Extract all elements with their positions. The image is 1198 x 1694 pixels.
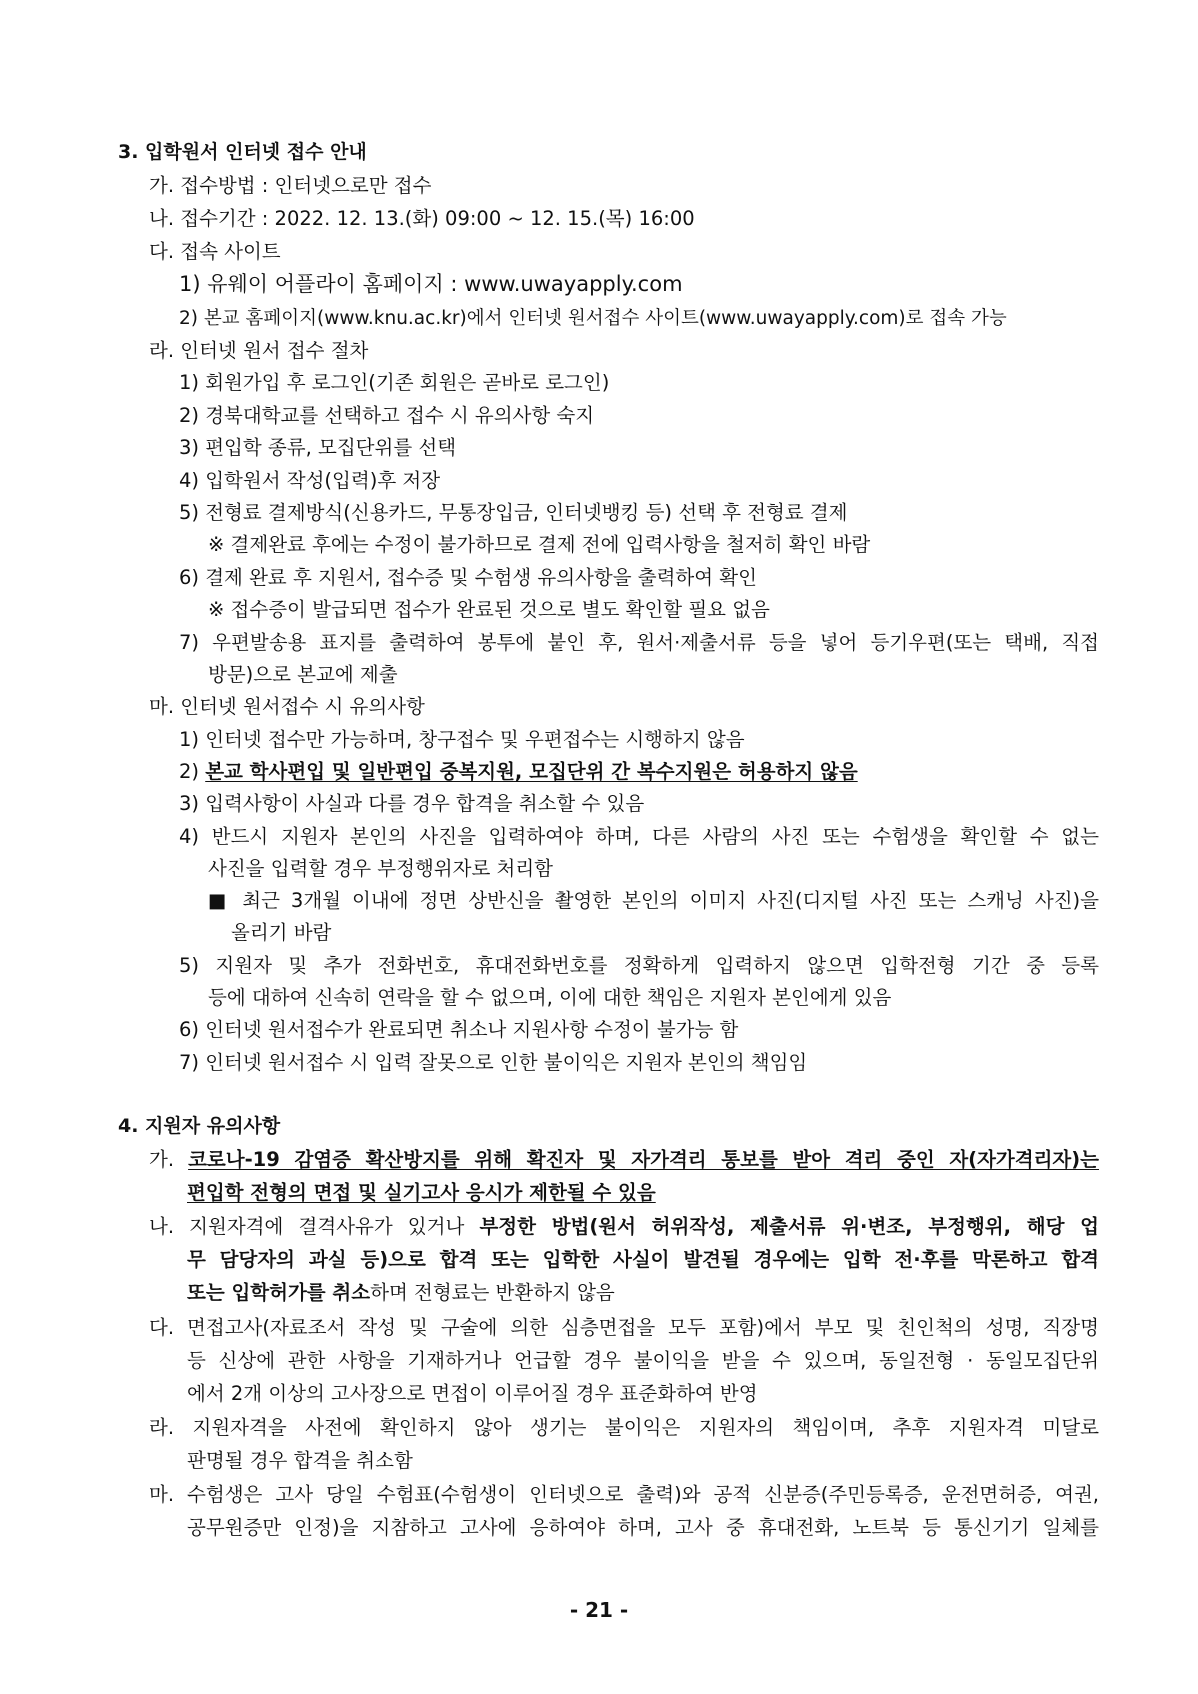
item-ra-2: 2) 경북대학교를 선택하고 접수 시 유의사항 숙지 — [179, 404, 595, 427]
item-ra-6-note: ※ 접수증이 발급되면 접수가 완료된 것으로 별도 확인할 필요 없음 — [208, 598, 770, 621]
item-ra-5-note: ※ 결제완료 후에는 수정이 불가하므로 결제 전에 입력사항을 철저히 확인 바람 — [208, 533, 871, 556]
item-da-1: 1) 유웨이 어플라이 홈페이지 : www.uwayapply.com — [179, 272, 683, 296]
item-ma-7: 7) 인터넷 원서접수 시 입력 잘못으로 인한 불이익은 지원자 본인의 책임임 — [179, 1051, 808, 1074]
item-ga: 가. 접수방법 : 인터넷으로만 접수 — [149, 174, 432, 197]
item-4-na-marker: 나. — [149, 1215, 190, 1238]
page-number: - 21 - — [569, 1598, 629, 1622]
item-ra-7-line1: 7) 우편발송용 표지를 출력하여 봉투에 붙인 후, 원서·제출서류 등을 넣어 등기우편(또는 택배, 직접 — [179, 631, 1099, 654]
item-4-na-bold-1: 부정한 방법(원서 허위작성, 제출서류 위·변조, 부정행위, 해당 업 — [479, 1215, 1099, 1238]
item-4-ga-emphasis-1: 코로나-19 감염증 확산방지를 위해 확진자 및 자가격리 통보를 받아 격리 중인 자(자가격리자)는 — [188, 1148, 1100, 1171]
item-4-na-bold-3: 또는 입학허가를 취소 — [187, 1281, 371, 1304]
item-ma-4-bullet-line1: ■ 최근 3개월 이내에 정면 상반신을 촬영한 본인의 이미지 사진(디지털 사진 또는 스캐닝 사진)을 — [208, 889, 1099, 912]
item-ma-2-emphasis: 본교 학사편입 및 일반편입 중복지원, 모집단위 간 복수지원은 허용하지 않음 — [205, 760, 858, 783]
item-ma-5-line1: 5) 지원자 및 추가 전화번호, 휴대전화번호를 정확하게 입력하지 않으면 입학전형 기간 중 등록 — [179, 954, 1099, 977]
item-4-na-line3 — [187, 1280, 615, 1306]
item-ma-6: 6) 인터넷 원서접수가 완료되면 취소나 지원사항 수정이 불가능 함 — [179, 1018, 739, 1041]
item-4-na-line1 — [149, 1214, 1099, 1240]
item-ra-1: 1) 회원가입 후 로그인(기존 회원은 곧바로 로그인) — [179, 371, 610, 394]
item-ma-4-bullet-line2: 올리기 바람 — [231, 921, 332, 944]
item-4-da-line2: 등 신상에 관한 사항을 기재하거나 언급할 경우 불이익을 받을 수 있으며, 동일전형 · 동일모집단위 — [187, 1349, 1099, 1372]
item-ra-7-line2: 방문)으로 본교에 제출 — [208, 663, 398, 686]
item-ma-3: 3) 입력사항이 사실과 다를 경우 합격을 취소할 수 있음 — [179, 792, 645, 815]
item-4-ma-line2: 공무원증만 인정)을 지참하고 고사에 응하여야 하며, 고사 중 휴대전화, 노트북 등 통신기기 일체를 — [187, 1516, 1099, 1539]
item-ma-5-line2: 등에 대하여 신속히 연락을 할 수 없으며, 이에 대한 책임은 지원자 본인에게 있음 — [208, 986, 892, 1009]
section-4-title: 4. 지원자 유의사항 — [118, 1115, 281, 1137]
item-ma-2 — [179, 759, 858, 785]
item-ra-5: 5) 전형료 결제방식(신용카드, 무통장입금, 인터넷뱅킹 등) 선택 후 전형료 결제 — [179, 501, 848, 524]
item-4-ga-line1 — [149, 1147, 1099, 1173]
item-4-ma-line1: 마. 수험생은 고사 당일 수험표(수험생이 인터넷으로 출력)와 공적 신분증(주민등록증, 운전면허증, 여권, — [149, 1483, 1099, 1506]
section-3-title: 3. 입학원서 인터넷 접수 안내 — [118, 141, 367, 163]
item-4-da-line1: 다. 면접고사(자료조서 작성 및 구술에 의한 심층면접을 모두 포함)에서 부모 및 친인척의 성명, 직장명 — [149, 1316, 1099, 1339]
item-4-na-line2: 무 담당자의 과실 등)으로 합격 또는 입학한 사실이 발견될 경우에는 입학 전·후를 막론하고 합격 — [187, 1248, 1099, 1271]
item-ma-4-line1: 4) 반드시 지원자 본인의 사진을 입력하여야 하며, 다른 사람의 사진 또는 수험생을 확인할 수 없는 — [179, 825, 1099, 848]
item-4-na-plain-1: 지원자격에 결격사유가 있거나 — [189, 1215, 480, 1238]
item-4-na-plain-3: 하며 전형료는 반환하지 않음 — [370, 1281, 615, 1304]
item-4-ga-emphasis-2: 편입학 전형의 면접 및 실기고사 응시가 제한될 수 있음 — [187, 1181, 656, 1204]
item-ma-1: 1) 인터넷 접수만 가능하며, 창구접수 및 우편접수는 시행하지 않음 — [179, 728, 745, 751]
item-4-ga-line2 — [187, 1180, 656, 1206]
item-4-da-line3: 에서 2개 이상의 고사장으로 면접이 이루어질 경우 표준화하여 반영 — [187, 1382, 758, 1405]
item-da: 다. 접속 사이트 — [149, 240, 281, 263]
item-ma: 마. 인터넷 원서접수 시 유의사항 — [149, 695, 425, 718]
item-ra-3: 3) 편입학 종류, 모집단위를 선택 — [179, 436, 457, 459]
item-ra: 라. 인터넷 원서 접수 절차 — [149, 339, 369, 362]
item-4-ga-marker: 가. — [149, 1148, 189, 1171]
item-4-ra-line1: 라. 지원자격을 사전에 확인하지 않아 생기는 불이익은 지원자의 책임이며, 추후 지원자격 미달로 — [149, 1416, 1099, 1439]
item-ma-4-line2: 사진을 입력할 경우 부정행위자로 처리함 — [208, 857, 554, 880]
item-na: 나. 접수기간 : 2022. 12. 13.(화) 09:00 ~ 12. 15.(목) 16:00 — [149, 207, 695, 230]
item-4-ra-line2: 판명될 경우 합격을 취소함 — [187, 1449, 413, 1472]
item-da-2: 2) 본교 홈페이지(www.knu.ac.kr)에서 인터넷 원서접수 사이트(www.uwayapply.com)로 접속 가능 — [179, 308, 1007, 329]
item-ra-4: 4) 입학원서 작성(입력)후 저장 — [179, 469, 441, 492]
item-ma-2-number: 2) — [179, 760, 206, 783]
item-ra-6: 6) 결제 완료 후 지원서, 접수증 및 수험생 유의사항을 출력하여 확인 — [179, 566, 757, 589]
